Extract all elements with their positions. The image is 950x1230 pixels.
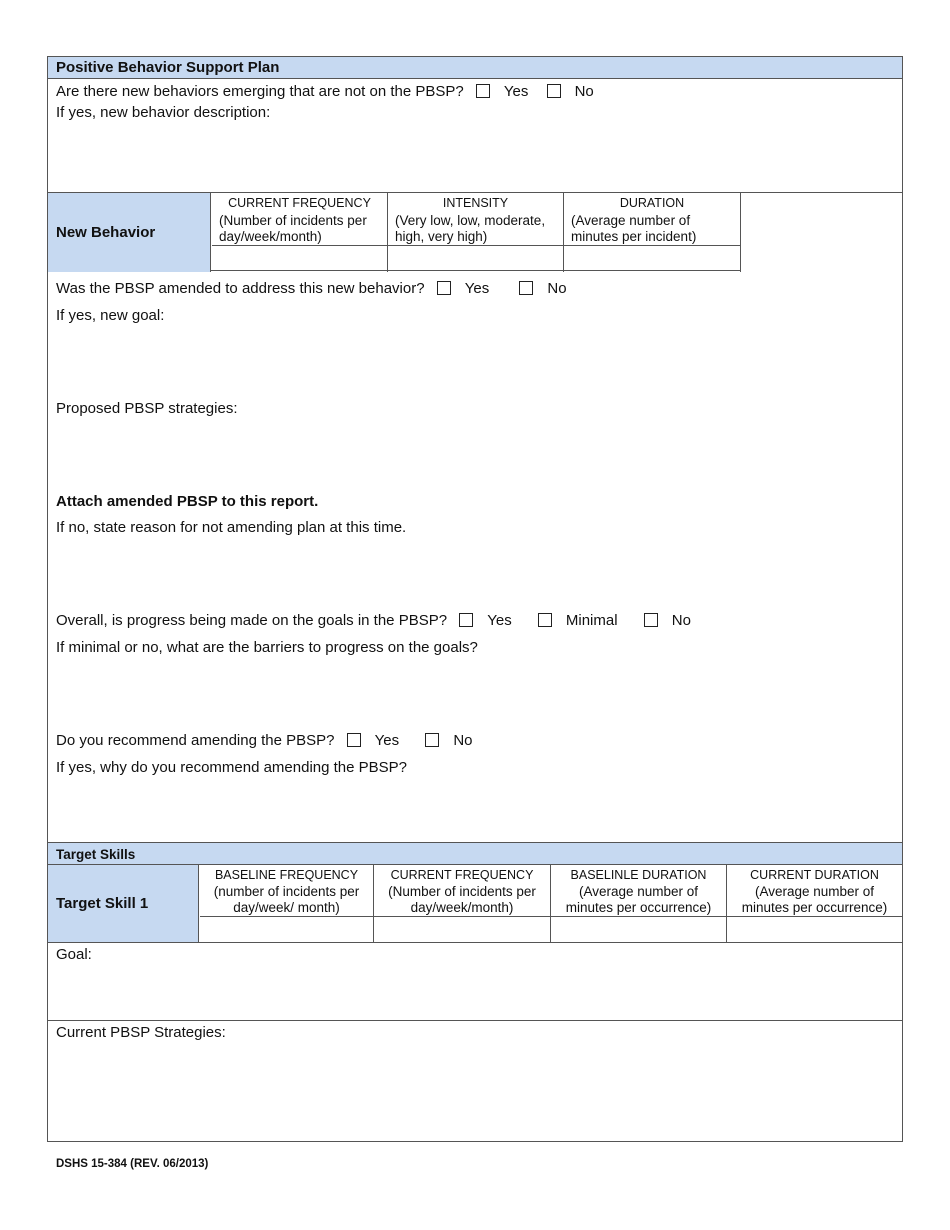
amended-yes-checkbox[interactable] <box>437 281 451 295</box>
section-header-target-skills: Target Skills <box>48 842 902 865</box>
new-behaviors-no-checkbox[interactable] <box>547 84 561 98</box>
baseline-duration-column <box>551 865 727 942</box>
intensity-subtitle: (Very low, low, moderate, high, very high) <box>395 213 546 244</box>
divider <box>48 1020 902 1021</box>
target-skill-1-label: Target Skill 1 <box>48 865 199 942</box>
ts-current-frequency-subtitle: (Number of incidents per day/week/month) <box>388 884 536 915</box>
progress-question: Overall, is progress being made on the goals in the PBSP? <box>56 612 448 629</box>
new-behaviors-question: Are there new behaviors emerging that are not on the PBSP? <box>56 83 464 100</box>
recommend-yes-label: Yes <box>374 732 400 749</box>
recommend-reason-label: If yes, why do you recommend amending the PBSP? <box>56 759 408 776</box>
intensity-column <box>388 193 564 272</box>
current-frequency-input[interactable] <box>212 246 387 271</box>
target-skills-table <box>48 865 902 943</box>
amended-yes-label: Yes <box>464 280 490 297</box>
current-frequency-title: CURRENT FREQUENCY <box>228 196 371 210</box>
recommend-question-row <box>56 732 473 749</box>
new-behavior-table <box>48 192 741 271</box>
proposed-strategies-label: Proposed PBSP strategies: <box>56 400 238 417</box>
new-behaviors-yes-checkbox[interactable] <box>476 84 490 98</box>
progress-yes-label: Yes <box>487 612 512 629</box>
attach-amended-note: Attach amended PBSP to this report. <box>56 493 319 510</box>
progress-no-checkbox[interactable] <box>644 613 658 627</box>
goal-label: Goal: <box>56 946 92 963</box>
ts-current-frequency-input[interactable] <box>374 917 550 941</box>
new-behavior-description-label: If yes, new behavior description: <box>56 104 271 121</box>
divider <box>48 192 902 193</box>
current-duration-title: CURRENT DURATION <box>750 868 879 882</box>
current-frequency-column <box>212 193 388 272</box>
progress-minimal-checkbox[interactable] <box>538 613 552 627</box>
duration-column <box>564 193 741 272</box>
new-behaviors-question-row <box>56 83 594 100</box>
amended-question-row <box>56 280 567 297</box>
baseline-duration-input[interactable] <box>551 917 726 941</box>
current-strategies-label: Current PBSP Strategies: <box>56 1024 226 1041</box>
progress-yes-checkbox[interactable] <box>459 613 473 627</box>
current-frequency-subtitle: (Number of incidents per day/week/month) <box>219 213 367 244</box>
progress-no-label: No <box>671 612 691 629</box>
baseline-frequency-column <box>200 865 374 942</box>
baseline-frequency-subtitle: (number of incidents per day/week/ month) <box>213 884 360 915</box>
duration-input[interactable] <box>564 246 740 271</box>
recommend-no-checkbox[interactable] <box>425 733 439 747</box>
amended-no-checkbox[interactable] <box>519 281 533 295</box>
new-behaviors-no-label: No <box>574 83 594 100</box>
amended-question: Was the PBSP amended to address this new behavior? <box>56 280 425 297</box>
form-number: DSHS 15-384 (REV. 06/2013) <box>56 1158 209 1170</box>
intensity-title: INTENSITY <box>442 196 509 210</box>
section-header-pbsp: Positive Behavior Support Plan <box>48 57 902 79</box>
current-duration-input[interactable] <box>727 917 902 941</box>
baseline-duration-title: BASELINLE DURATION <box>570 868 707 882</box>
duration-title: DURATION <box>619 196 685 210</box>
current-duration-subtitle: (Average number of minutes per occurrence) <box>741 884 888 915</box>
new-behavior-label: New Behavior <box>48 193 211 272</box>
pbsp-form <box>47 56 903 1142</box>
intensity-input[interactable] <box>388 246 563 271</box>
baseline-frequency-input[interactable] <box>200 917 373 941</box>
current-duration-column <box>727 865 902 942</box>
ts-current-frequency-column <box>374 865 551 942</box>
new-goal-label: If yes, new goal: <box>56 307 165 324</box>
baseline-duration-subtitle: (Average number of minutes per occurrence) <box>565 884 712 915</box>
progress-question-row <box>56 612 691 629</box>
no-amend-reason-label: If no, state reason for not amending plan at this time. <box>56 519 407 536</box>
recommend-yes-checkbox[interactable] <box>347 733 361 747</box>
duration-subtitle: (Average number of minutes per incident) <box>571 213 697 244</box>
progress-minimal-label: Minimal <box>565 612 618 629</box>
recommend-question: Do you recommend amending the PBSP? <box>56 732 335 749</box>
amended-no-label: No <box>547 280 567 297</box>
baseline-frequency-title: BASELINE FREQUENCY <box>214 868 359 882</box>
recommend-no-label: No <box>453 732 473 749</box>
barriers-label: If minimal or no, what are the barriers to progress on the goals? <box>56 639 478 656</box>
ts-current-frequency-title: CURRENT FREQUENCY <box>390 868 534 882</box>
new-behaviors-yes-label: Yes <box>503 83 529 100</box>
